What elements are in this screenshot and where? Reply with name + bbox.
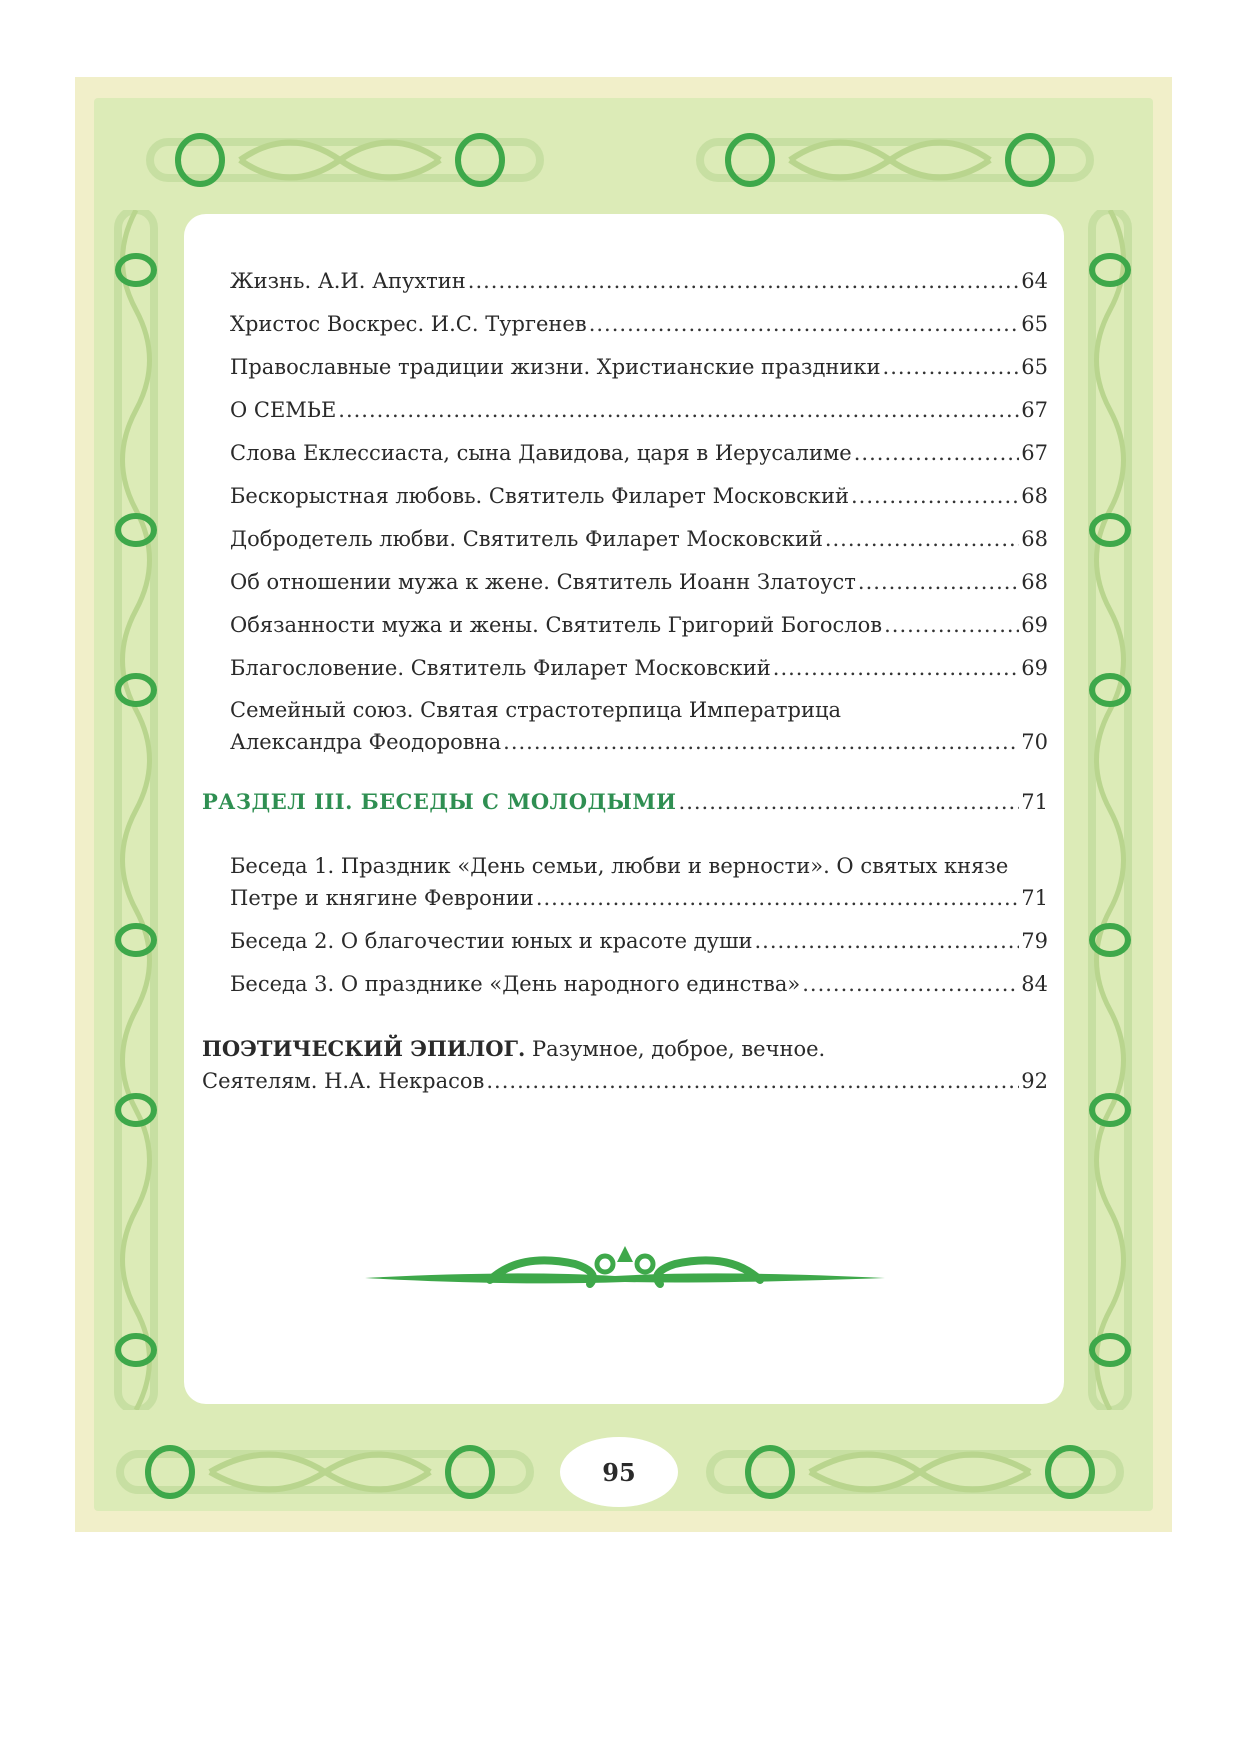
celtic-knot-ornament-icon [140, 120, 550, 200]
toc-entry-page: 68 [1021, 527, 1048, 551]
toc-entry-page: 64 [1021, 269, 1048, 293]
toc-dot-leader [883, 354, 1020, 380]
toc-entry-title: Обязанности мужа и жены. Святитель Григорий Богослов [230, 613, 883, 637]
toc-dot-leader [679, 789, 1020, 815]
toc-entry-page: 68 [1021, 484, 1048, 508]
toc-dot-leader [468, 268, 1019, 294]
toc-dot-leader [589, 311, 1020, 337]
toc-dot-leader [851, 483, 1019, 509]
floral-divider-icon [360, 1240, 890, 1310]
epilogue-heading [202, 1036, 825, 1062]
toc-section-heading[interactable] [202, 789, 1048, 815]
toc-entry[interactable] [202, 1068, 1048, 1094]
toc-entry-title: Беседа 3. О празднике «День народного единства» [230, 972, 801, 996]
toc-entry-title: Петре и княгине Февронии [230, 886, 534, 910]
toc-entry-title-line1: Семейный союз. Святая страстотерпица Императрица [230, 698, 841, 722]
toc-entry[interactable] [230, 440, 1048, 466]
toc-dot-leader [802, 971, 1019, 997]
toc-entry[interactable] [230, 354, 1048, 380]
celtic-knot-ornament-icon [1078, 210, 1142, 1410]
toc-entry[interactable] [230, 928, 1048, 954]
toc-entry-page: 65 [1021, 312, 1048, 336]
epilogue-subtitle: Разумное, доброе, вечное. [532, 1037, 826, 1061]
toc-entry[interactable] [230, 729, 1048, 755]
toc-entry-title: Жизнь. А.И. Апухтин [230, 269, 466, 293]
toc-entry-title: Добродетель любви. Святитель Филарет Московский [230, 527, 823, 551]
toc-dot-leader [773, 655, 1019, 681]
section-page: 71 [1021, 790, 1048, 814]
toc-entry[interactable] [230, 268, 1048, 294]
section-title: РАЗДЕЛ III. БЕСЕДЫ С МОЛОДЫМИ [202, 789, 677, 814]
toc-entry-page: 84 [1021, 972, 1048, 996]
toc-entry-page: 67 [1021, 441, 1048, 465]
toc-entry-title: Православные традиции жизни. Христианские праздники [230, 355, 881, 379]
toc-entry-page: 79 [1021, 929, 1048, 953]
toc-dot-leader [486, 1068, 1019, 1094]
page-number: 95 [560, 1437, 678, 1507]
celtic-knot-ornament-icon [690, 120, 1100, 200]
toc-entry-page: 70 [1021, 730, 1048, 754]
toc-entry-title: Об отношении мужа к жене. Святитель Иоанн Златоуст [230, 570, 856, 594]
toc-entry[interactable] [230, 526, 1048, 552]
toc-dot-leader [503, 729, 1019, 755]
toc-entry[interactable] [230, 885, 1048, 911]
toc-dot-leader [536, 885, 1019, 911]
toc-entry-title: О СЕМЬЕ [230, 398, 337, 422]
toc-entry-title-line1: Беседа 1. Праздник «День семьи, любви и верности». О святых князе [230, 854, 1009, 878]
toc-entry-title: Бескорыстная любовь. Святитель Филарет Московский [230, 484, 849, 508]
toc-entry-title: Сеятелям. Н.А. Некрасов [202, 1069, 485, 1093]
toc-dot-leader [755, 928, 1020, 954]
toc-entry-page: 65 [1021, 355, 1048, 379]
toc-entry-page: 92 [1021, 1069, 1048, 1093]
toc-entry-title: Христос Воскрес. И.С. Тургенев [230, 312, 587, 336]
toc-entry-page: 67 [1021, 398, 1048, 422]
toc-entry-title: Благословение. Святитель Филарет Московский [230, 656, 771, 680]
toc-entry[interactable] [230, 483, 1048, 509]
toc-entry[interactable] [230, 971, 1048, 997]
toc-entry[interactable] [230, 655, 1048, 681]
toc-entry[interactable] [230, 397, 1048, 423]
epilogue-label: ПОЭТИЧЕСКИЙ ЭПИЛОГ. [202, 1036, 526, 1061]
celtic-knot-ornament-icon [110, 1432, 540, 1512]
toc-entry-page: 68 [1021, 570, 1048, 594]
toc-entry[interactable] [230, 311, 1048, 337]
toc-entry-page: 69 [1021, 656, 1048, 680]
toc-entry[interactable] [230, 569, 1048, 595]
celtic-knot-ornament-icon [700, 1432, 1130, 1512]
celtic-knot-ornament-icon [104, 210, 168, 1410]
toc-dot-leader [825, 526, 1019, 552]
toc-entry-page: 71 [1021, 886, 1048, 910]
toc-entry-title: Александра Феодоровна [230, 730, 502, 754]
toc-dot-leader [338, 397, 1019, 423]
toc-dot-leader [858, 569, 1019, 595]
toc-dot-leader [854, 440, 1020, 466]
toc-entry-page: 69 [1021, 613, 1048, 637]
toc-dot-leader [884, 612, 1019, 638]
toc-entry[interactable] [230, 612, 1048, 638]
toc-entry-title: Слова Еклессиаста, сына Давидова, царя в Иерусалиме [230, 441, 852, 465]
toc-entry-title: Беседа 2. О благочестии юных и красоте души [230, 929, 753, 953]
